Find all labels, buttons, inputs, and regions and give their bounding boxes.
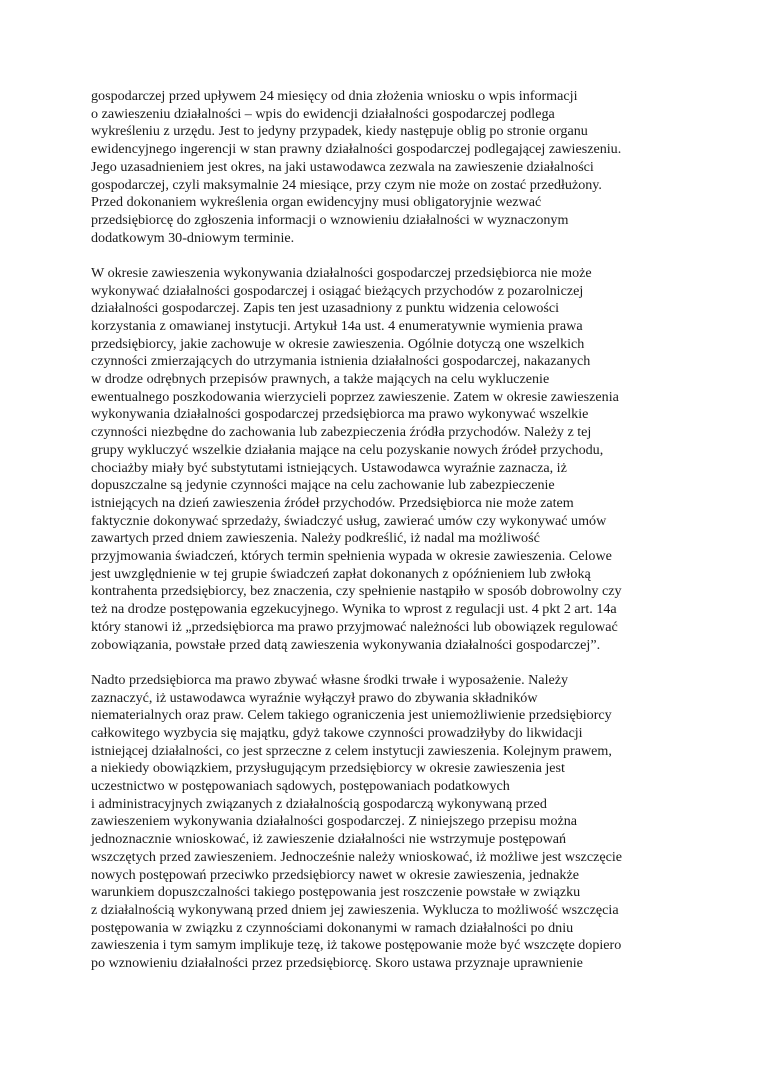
text-line: Nadto przedsiębiorca ma prawo zbywać własne środki trwałe i wyposażenie. Należy [91,671,569,688]
text-line: czynności niezbędne do zachowania lub zabezpieczenia źródła przychodów. Należy z tej [91,424,592,441]
text-line: wykonywać działalności gospodarczej i osiągać bieżących przychodów z pozarolniczej [91,282,584,299]
text-line: warunkiem dopuszczalności takiego postępowania jest roszczenie powstałe w związku [91,884,581,901]
text-line: dopuszczalne są jedynie czynności mające na celu zachowanie lub zabezpieczenie [91,477,555,494]
text-line: istniejącej działalności, co jest sprzeczne z celem instytucji zawieszenia. Kolejnym prawem, [91,742,612,759]
text-line: wszczętych przed zawieszeniem. Jednocześnie należy wnioskować, iż możliwe jest wszczęcie [91,848,623,865]
text-line: całkowitego wyzbycia się majątku, gdyż takowe czynności prowadziłyby do likwidacji [91,724,583,741]
text-line: istniejących na dzień zawieszenia źródeł przychodów. Przedsiębiorca nie może zatem [91,494,574,511]
text-line: nowych postępowań przeciwko przedsiębiorcy nawet w okresie zawieszenia, jednakże [91,866,579,883]
text-line: zawartych przed dniem zawieszenia. Należy podkreślić, iż nadal ma możliwość [91,530,540,547]
text-line: dodatkowym 30-dniowym terminie. [91,229,295,246]
text-line: też na drodze postępowania egzekucyjnego. Wynika to wprost z regulacji ust. 4 pkt 2 art. 14a [91,601,617,618]
paragraph-2 [91,265,691,654]
text-line: ewentualnego poszkodowania wierzycieli poprzez zawieszenie. Zatem w okresie zawieszenia [91,388,619,405]
text-line: niematerialnych oraz praw. Celem takiego ograniczenia jest uniemożliwienie przedsiębiorcy [91,707,612,724]
paragraph-1 [91,88,691,247]
text-line: korzystania z omawianej instytucji. Artykuł 14a ust. 4 enumeratywnie wymienia prawa [91,317,583,334]
text-line: z działalnością wykonywaną przed dniem jej zawieszenia. Wyklucza to możliwość wszczęcia [91,901,619,918]
text-line: czynności zmierzających do utrzymania istnienia działalności gospodarczej, nakazanych [91,353,591,370]
text-line: faktycznie dokonywać sprzedaży, świadczyć usług, zawierać umów czy wykonywać umów [91,512,607,529]
text-line: jest uwzględnienie w tej grupie świadczeń zapłat dokonanych z opóźnieniem lub zwłoką [91,565,591,582]
text-line: zawieszeniem wykonywania działalności gospodarczej. Z niniejszego przepisu można [91,813,578,830]
text-line: postępowania w związku z czynnościami dokonanymi w ramach działalności po dniu [91,919,574,936]
text-line: wykonywania działalności gospodarczej przedsiębiorca ma prawo wykonywać wszelkie [91,406,589,423]
text-line: zobowiązania, powstałe przed datą zawieszenia wykonywania działalności gospodarczej”. [91,636,601,653]
text-line: o zawieszeniu działalności – wpis do ewidencji działalności gospodarczej podlega [91,105,555,122]
text-line: W okresie zawieszenia wykonywania działalności gospodarczej przedsiębiorca nie może [91,264,592,281]
text-line: i administracyjnych związanych z działalnością gospodarczą wykonywaną przed [91,795,547,812]
text-line: wykreśleniu z urzędu. Jest to jedyny przypadek, kiedy następuje oblig po stronie organu [91,123,588,140]
text-line: przedsiębiorcę do zgłoszenia informacji o wznowieniu działalności w wyznaczonym [91,211,569,228]
text-line: który stanowi iż „przedsiębiorca ma prawo przyjmować należności lub obowiązek regulować [91,618,618,635]
text-line: zaznaczyć, iż ustawodawca wyraźnie wyłączył prawo do zbywania składników [91,689,538,706]
document-body [91,88,691,990]
text-line: jednoznacznie wnioskować, iż zawieszenie działalności nie wstrzymuje postępowań [91,831,567,848]
text-line: kontrahenta przedsiębiorcy, bez znaczenia, czy spełnienie nastąpiło w sposób dobrowolny czy [91,583,622,600]
text-line: gospodarczej, czyli maksymalnie 24 miesiące, przy czym nie może on zostać przedłużony. [91,176,602,193]
text-line: a niekiedy obowiązkiem, przysługującym przedsiębiorcy w okresie zawieszenia jest [91,760,565,777]
paragraph-3 [91,672,691,973]
text-line: działalności gospodarczej. Zapis ten jest uzasadniony z punktu widzenia celowości [91,300,560,317]
text-line: w drodze odrębnych przepisów prawnych, a także mających na celu wykluczenie [91,371,550,388]
text-line: chociażby miały być substytutami istniejących. Ustawodawca wyraźnie zaznacza, iż [91,459,567,476]
text-line: Przed dokonaniem wykreślenia organ ewidencyjny musi obligatoryjnie wezwać [91,194,542,211]
text-line: po wznowieniu działalności przez przedsiębiorcę. Skoro ustawa przyznaje uprawnienie [91,955,583,972]
text-line: ewidencyjnego ingerencji w stan prawny działalności gospodarczej podlegającej zawieszeniu. [91,141,622,158]
text-line: przedsiębiorcy, jakie zachowuje w okresie zawieszenia. Ogólnie dotyczą one wszelkich [91,335,585,352]
text-line: uczestnictwo w postępowaniach sądowych, postępowaniach podatkowych [91,778,510,795]
text-line: grupy wykluczyć wszelkie działania mające na celu pozyskanie nowych źródeł przychodu, [91,441,604,458]
text-line: przyjmowania świadczeń, których termin spełnienia wypada w okresie zawieszenia. Celowe [91,548,612,565]
text-line: zawieszenia i tym samym implikuje tezę, iż takowe postępowanie może być wszczęte dopiero [91,937,622,954]
text-line: Jego uzasadnieniem jest okres, na jaki ustawodawca zezwala na zawieszenie działalności [91,158,594,175]
text-line: gospodarczej przed upływem 24 miesięcy od dnia złożenia wniosku o wpis informacji [91,88,578,104]
